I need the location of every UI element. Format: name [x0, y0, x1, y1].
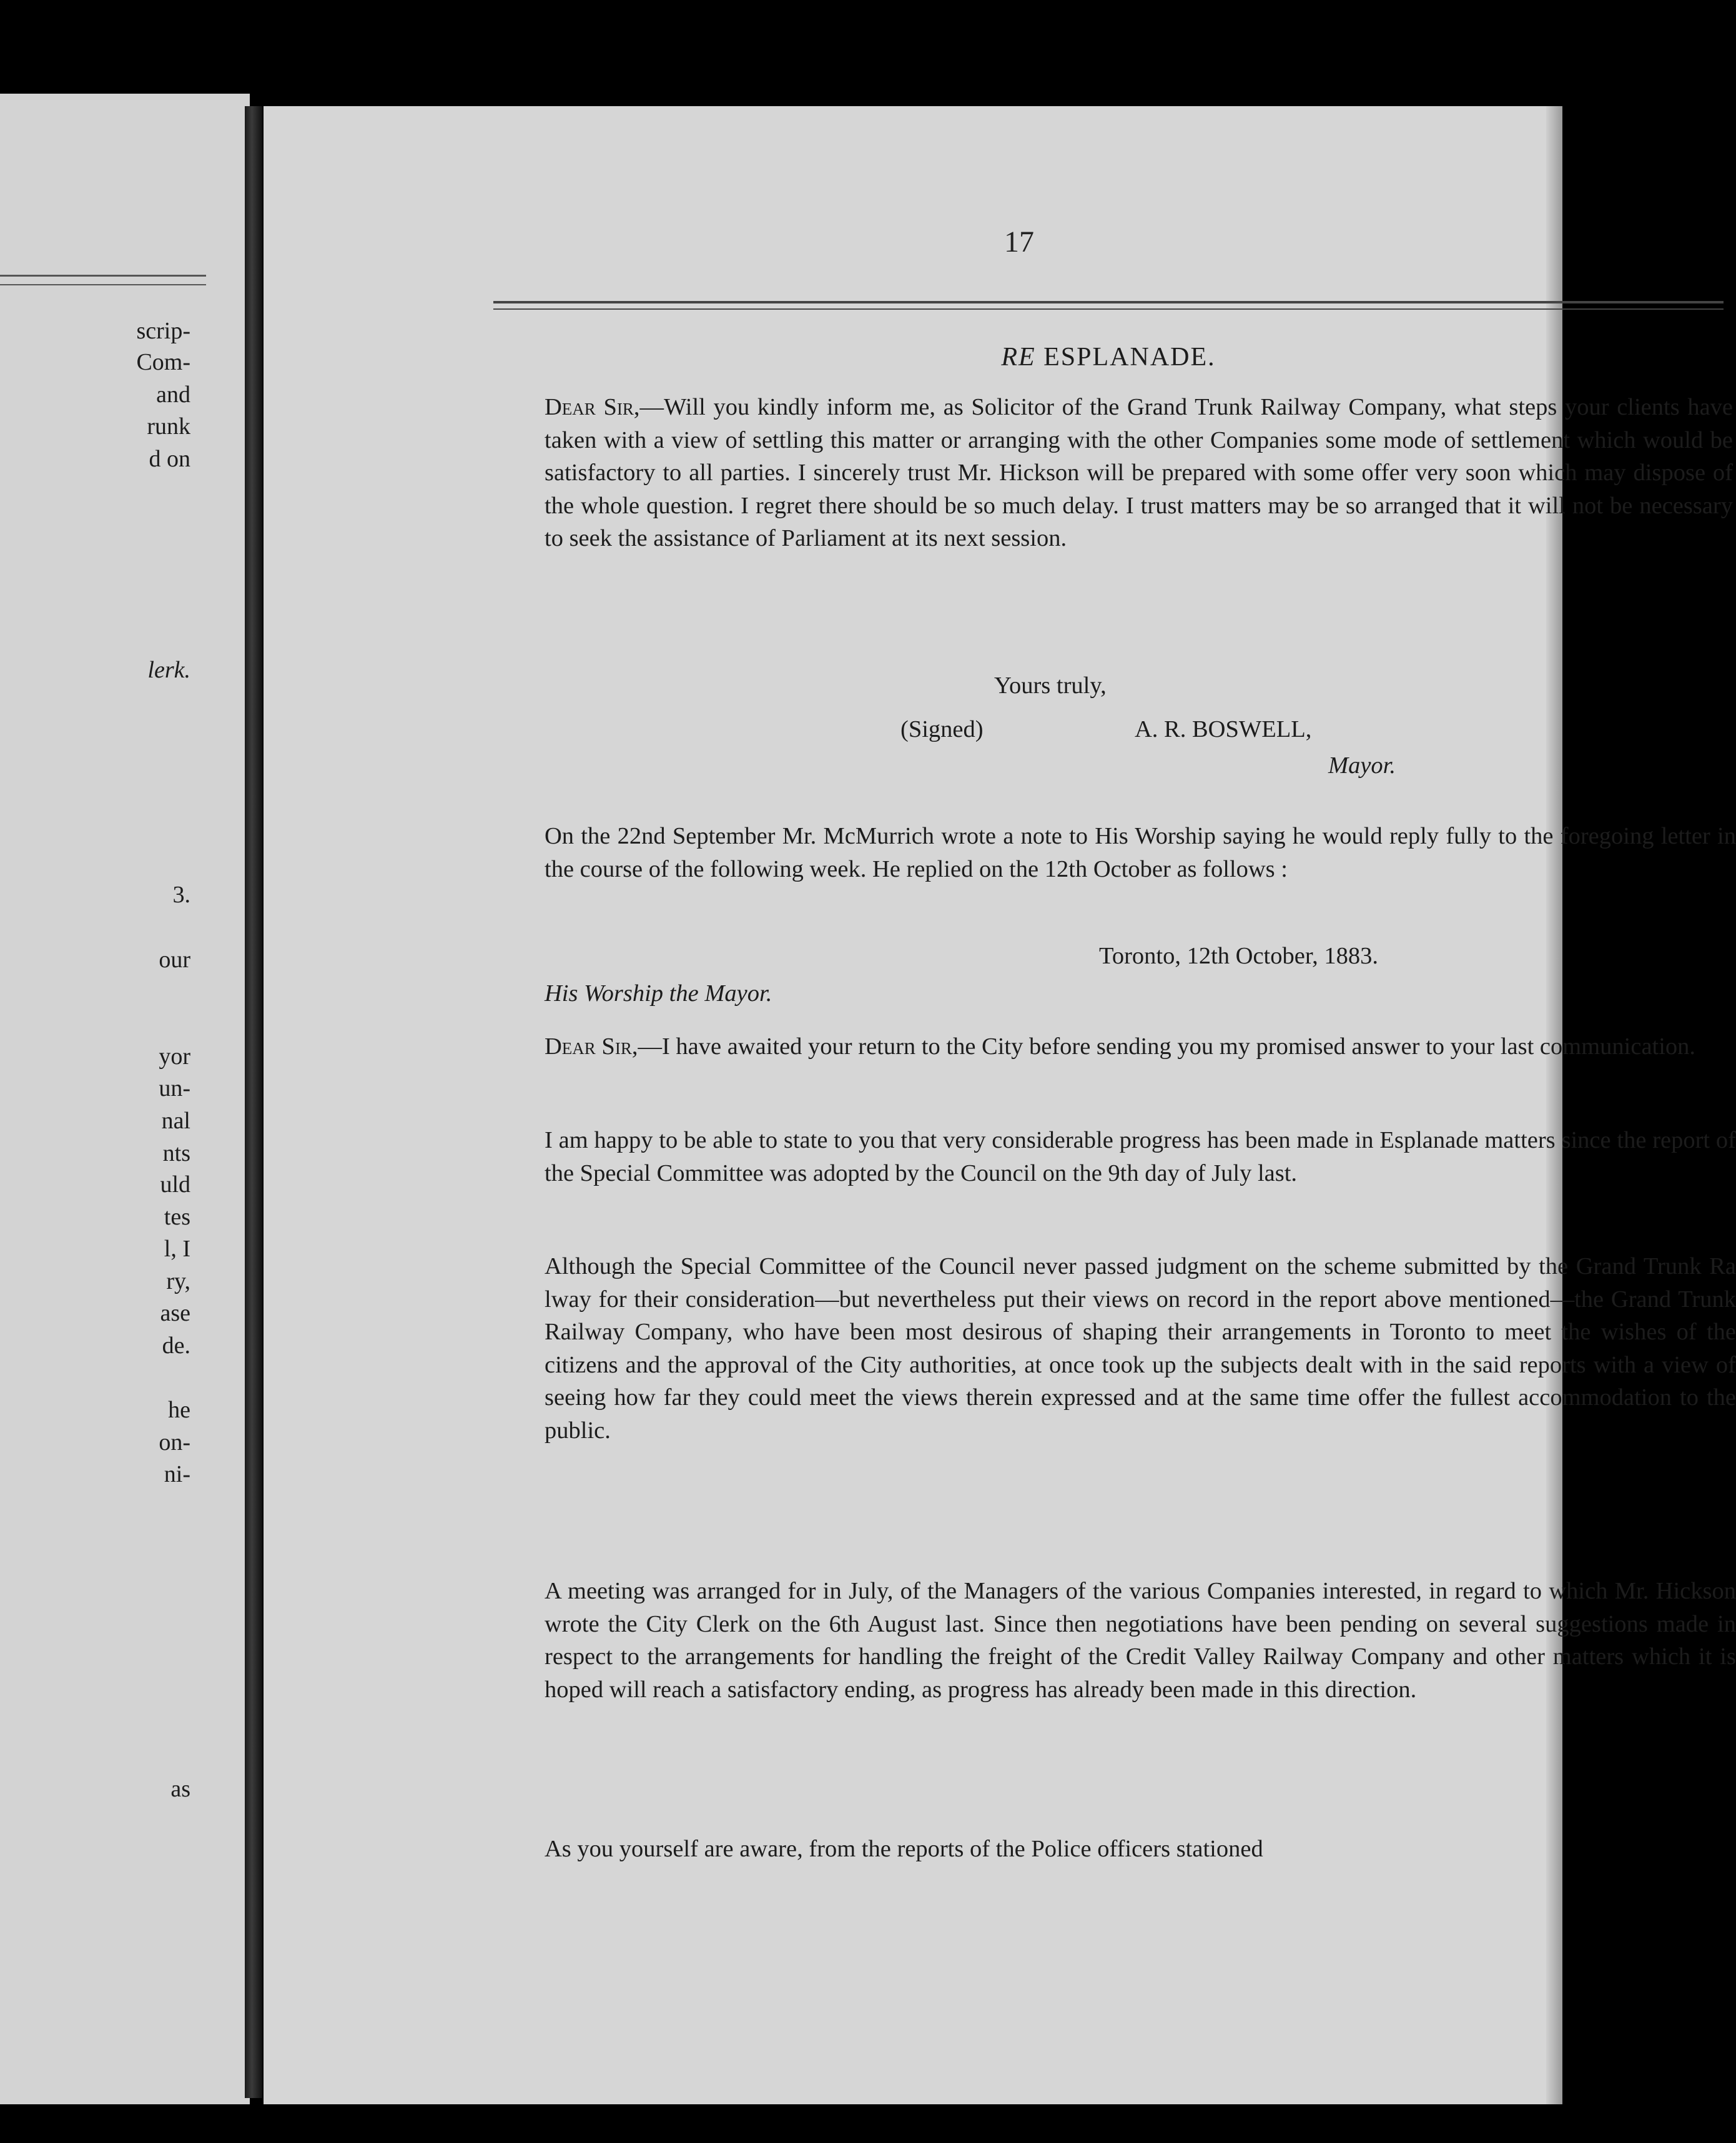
left-fragment: tes	[164, 1204, 190, 1230]
letter1-title: Mayor.	[1328, 752, 1396, 779]
left-fragment: 3.	[172, 882, 190, 908]
letter1-signatory: A. R. BOSWELL,	[1135, 716, 1312, 742]
page-number: 17	[1004, 225, 1034, 259]
narrative-paragraph: On the 22nd September Mr. McMurrich wrote a note to His Worship saying he would reply fully to the foregoing letter in the course of the following week. He replied on the 12th October as follows :	[545, 823, 1736, 882]
left-fragment: our	[159, 947, 190, 973]
left-fragment: yor	[159, 1043, 190, 1070]
left-page-fragment	[0, 94, 250, 2104]
left-fragment: on-	[159, 1429, 190, 1456]
left-fragment: ase	[160, 1300, 190, 1326]
letter2-paragraph-4: A meeting was arranged for in July, of the Managers of the various Companies interested, in regard to which Mr. Hickson wrote the City Clerk on the 6th August last. Since then negotiations have been pending on several suggestions made in respect to the arrangements for handling the freight of the Credit Valley Railway Company and other matters which it is hoped will reach a satisfactory ending, as progress has already been made in this direction.	[545, 1578, 1736, 1703]
left-fragment: and	[156, 382, 190, 408]
letter1-signed: (Signed)	[900, 716, 984, 742]
letter2-addressee: His Worship the Mayor.	[545, 980, 772, 1007]
left-fragment: nts	[162, 1140, 190, 1166]
letter1-salutation: Dear Sir,	[545, 394, 640, 420]
letter2-date: Toronto, 12th October, 1883.	[1099, 943, 1378, 969]
letter2-paragraph-5: As you yourself are aware, from the reports of the Police officers stationed	[545, 1836, 1263, 1862]
left-fragment: runk	[147, 413, 190, 440]
left-fragment: scrip-	[136, 318, 190, 344]
left-fragment: ni-	[164, 1461, 190, 1487]
book-binding	[245, 106, 262, 2098]
left-fragment: d on	[149, 446, 190, 472]
left-page-rule	[0, 275, 206, 277]
left-fragment: Com-	[136, 349, 190, 375]
left-fragment: uld	[160, 1171, 190, 1198]
left-fragment: de.	[162, 1333, 190, 1359]
letter2-paragraph-2: I am happy to be able to state to you that very considerable progress has been made in Esplanade matters since the report of the Special Committee was adopted by the Council on the 9th day of July last.	[545, 1127, 1736, 1186]
left-fragment: un-	[159, 1075, 190, 1101]
letter2-paragraph-1	[545, 1030, 1736, 1063]
heading-prefix: RE	[1001, 343, 1036, 372]
letter1-closing: Yours truly,	[994, 672, 1107, 699]
letter2-paragraph-3: Although the Special Committee of the Council never passed judgment on the scheme submitted by the Grand Trunk Ra lway for their consideration—but nevertheless put their views on record in the report above mentioned—the Grand Trunk Railway Company, who have been most desirous of shaping their arrangements in Toronto to meet the wishes of the citizens and the approval of the City authorities, at once took up the subjects dealt with in the said reports with a view of seeing how far they could meet the views therein expressed and at the same time offer the fullest accommodation to the public.	[545, 1253, 1736, 1444]
header-rule	[493, 308, 1724, 310]
left-fragment: nal	[161, 1108, 190, 1134]
heading-title: ESPLANADE.	[1043, 343, 1216, 372]
section-heading	[493, 342, 1724, 372]
left-page-rule	[0, 284, 206, 285]
left-fragment: ry,	[166, 1268, 190, 1294]
left-fragment: he	[168, 1397, 190, 1423]
left-fragment: as	[170, 1776, 190, 1802]
letter1-text: —Will you kindly inform me, as Solicitor of the Grand Trunk Railway Company, what steps your clients have taken with a view of settling this matter or arranging with the other Companies some mode of settlement which would be satisfactory to all parties. I sincerely trust Mr. Hickson will be prepared with some offer very soon which may dispose of the whole question. I regret there should be so much delay. I trust matters may be so arranged that it will not be necessary to seek the assistance of Parliament at its next session.	[545, 394, 1734, 551]
left-fragment: l, I	[164, 1236, 190, 1262]
letter1-body	[545, 391, 1733, 555]
letter2-salutation: Dear Sir,	[545, 1033, 638, 1060]
right-page	[264, 106, 1736, 2104]
left-fragment: lerk.	[147, 657, 190, 683]
letter2-p1-text: —I have awaited your return to the City before sending you my promised answer to your last communication.	[638, 1033, 1696, 1060]
header-rule	[493, 301, 1724, 303]
